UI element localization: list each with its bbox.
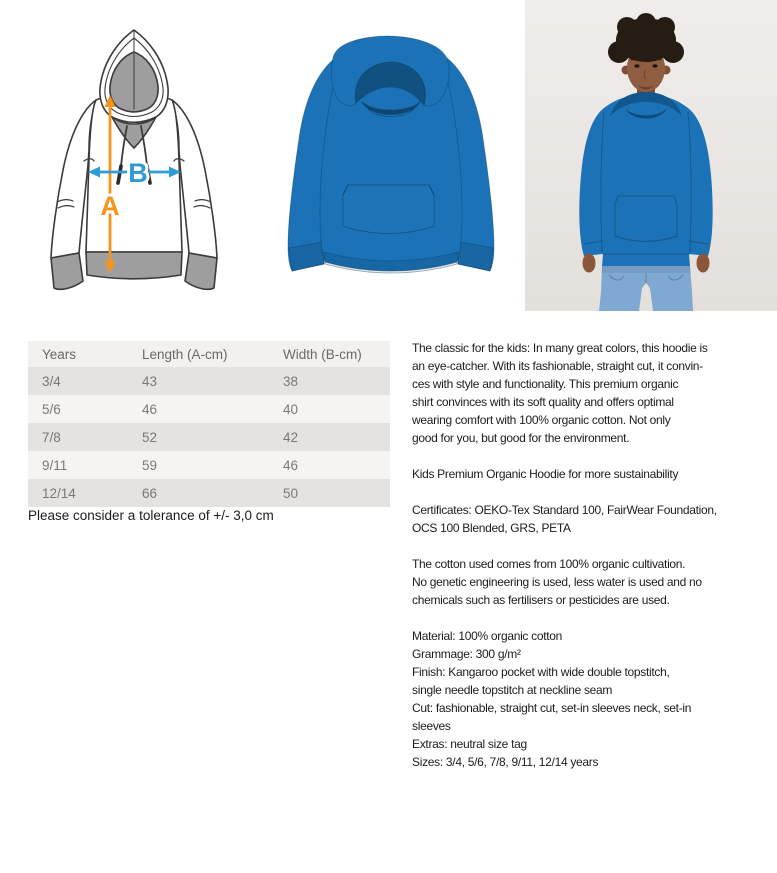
description-paragraph: [412, 339, 772, 447]
table-cell: 40: [283, 401, 299, 417]
description-line: an eye-catcher. With its fashionable, straight cut, it convin-: [412, 359, 703, 373]
description-line: Material: 100% organic cotton: [412, 629, 563, 643]
description-line: sleeves: [412, 719, 451, 733]
description-line: Kids Premium Organic Hoodie for more sustainability: [412, 467, 679, 481]
diagram-right-cuff: [185, 253, 217, 289]
table-row: [28, 395, 390, 423]
table-cell: 38: [283, 373, 299, 389]
table-cell: 52: [142, 429, 158, 445]
table-cell: 59: [142, 457, 158, 473]
description-line: single needle topstitch at neckline seam: [412, 683, 613, 697]
description-line: wearing comfort with 100% organic cotton. Not only: [412, 413, 671, 427]
size-chart-table: [28, 341, 390, 507]
description-line: ces with style and functionality. This premium organic: [412, 377, 679, 391]
model-right-hand: [697, 254, 710, 273]
product-photo-flat[interactable]: [258, 12, 514, 298]
table-cell: 66: [142, 485, 158, 501]
description-line: chemicals such as fertilisers or pesticides are used.: [412, 593, 670, 607]
description-line: Cut: fashionable, straight cut, set-in sleeves neck, set-in: [412, 701, 692, 715]
description-line: Grammage: 300 g/m²: [412, 647, 521, 661]
size-diagram-image[interactable]: [0, 0, 252, 300]
size-table-body: [28, 367, 390, 507]
description-line: good for you, but good for the environment.: [412, 431, 630, 445]
column-header: Length (A-cm): [128, 341, 269, 367]
diagram-label-a: A: [100, 191, 120, 221]
kid-wearing-hoodie-image: [525, 0, 777, 311]
description-paragraph: [412, 501, 772, 537]
product-description: [412, 339, 772, 789]
table-cell: 50: [283, 485, 299, 501]
description-line: Certificates: OEKO-Tex Standard 100, FairWear Foundation,: [412, 503, 717, 517]
table-cell: 7/8: [42, 429, 61, 445]
description-line: OCS 100 Blended, GRS, PETA: [412, 521, 571, 535]
description-line: Extras: neutral size tag: [412, 737, 527, 751]
description-line: shirt convinces with its soft quality and offers optimal: [412, 395, 674, 409]
column-header: Years: [28, 341, 128, 367]
table-cell: 12/14: [42, 485, 76, 501]
description-line: Sizes: 3/4, 5/6, 7/8, 9/11, 12/14 years: [412, 755, 599, 769]
tolerance-note: Please consider a tolerance of +/- 3,0 cm: [28, 508, 274, 523]
size-table-header-row: [28, 341, 390, 367]
model-photo[interactable]: [525, 0, 777, 311]
description-line: The cotton used comes from 100% organic cultivation.: [412, 557, 686, 571]
diagram-hem-band: [86, 252, 182, 279]
table-cell: 5/6: [42, 401, 61, 417]
table-row: [28, 367, 390, 395]
description-paragraph: [412, 465, 772, 483]
description-paragraph: [412, 627, 772, 771]
diagram-left-cuff: [51, 253, 83, 289]
diagram-label-b: B: [128, 158, 148, 188]
table-cell: 42: [283, 429, 299, 445]
table-cell: 46: [283, 457, 299, 473]
table-cell: 9/11: [42, 457, 68, 473]
table-row: [28, 451, 390, 479]
description-paragraph: [412, 555, 772, 609]
description-line: Finish: Kangaroo pocket with wide double topstitch,: [412, 665, 670, 679]
blue-hoodie-flat-image: [258, 12, 514, 298]
model-hoodie: [579, 94, 712, 266]
description-line: No genetic engineering is used, less water is used and no: [412, 575, 702, 589]
description-line: The classic for the kids: In many great colors, this hoodie is: [412, 341, 708, 355]
flat-pocket: [343, 185, 434, 234]
table-cell: 46: [142, 401, 158, 417]
table-cell: 3/4: [42, 373, 61, 389]
hoodie-measurement-diagram: [0, 0, 252, 300]
table-cell: 43: [142, 373, 158, 389]
table-row: [28, 479, 390, 507]
column-header: Width (B-cm): [269, 341, 390, 367]
model-left-hand: [583, 254, 596, 273]
table-row: [28, 423, 390, 451]
